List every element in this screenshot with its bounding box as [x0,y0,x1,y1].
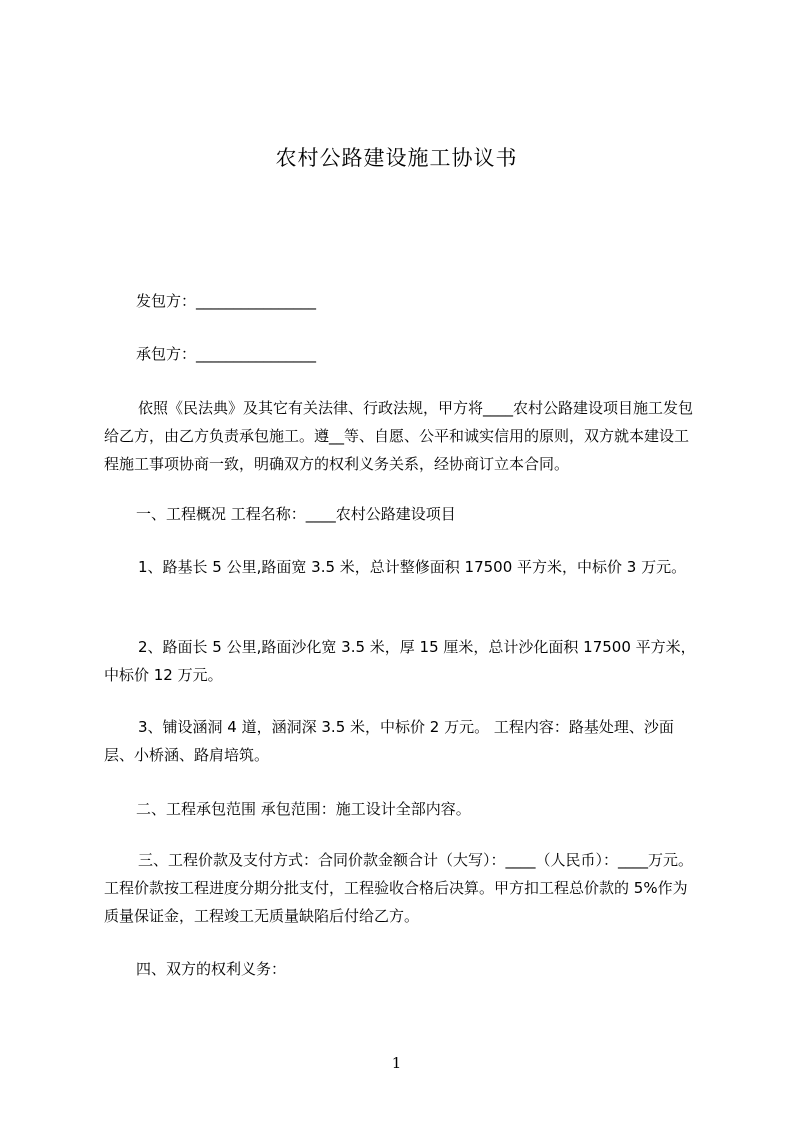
section-3-paragraph: 三、工程价款及支付方式：合同价款金额合计（大写）：____（人民币）：____万元。 工程价款按工程进度分期分批支付，工程验收合格后决算。甲方扣工程总价款的 5%作为质量保证金，工程竣工无质量缺陷后付给乙方。 [104,851,694,925]
section-1-heading: 一、工程概况 工程名称：____农村公路建设项目 [136,505,456,523]
item-3-paragraph: 3、铺设涵洞 4 道，涵洞深 3.5 米，中标价 2 万元。 工程内容：路基处理、沙面层、小桥涵、路肩培筑。 [104,718,674,764]
party-a-line: 发包方：________________ [136,292,317,310]
section-2-paragraph: 二、工程承包范围 承包范围：施工设计全部内容。 [136,800,471,818]
intro-paragraph: 依照《民法典》及其它有关法律、行政法规，甲方将____农村公路建设项目施工发包给乙方，由乙方负责承包施工。遵__等、自愿、公平和诚实信用的原则，双方就本建设工程施工事项协商一致，明确双方的权利义务关系，经协商订立本合同。 [104,399,694,473]
page-number: 1 [391,1054,402,1072]
item-1-paragraph: 1、路基长 5 公里,路面宽 3.5 米，总计整修面积 17500 平方米，中标价 3 万元。 [138,558,687,576]
party-b-line: 承包方：________________ [136,345,317,363]
item-2-paragraph: 2、路面长 5 公里,路面沙化宽 3.5 米，厚 15 厘米，总计沙化面积 17500 平方米，中标价 12 万元。 [104,638,696,684]
document-title: 农村公路建设施工协议书 [275,146,518,170]
section-4-heading: 四、双方的权利义务： [136,960,287,978]
